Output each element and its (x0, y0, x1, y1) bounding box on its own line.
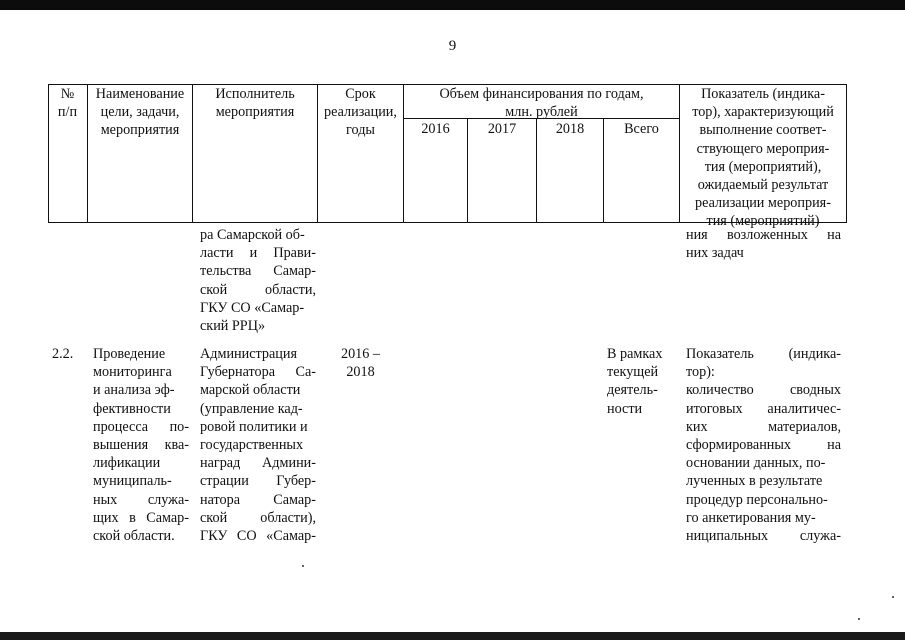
scan-speck (858, 618, 860, 620)
header-name: Наименование цели, задачи, мероприятия (95, 86, 185, 139)
header-funding: Объем финансирования по годам, млн. рублей (439, 86, 644, 121)
header-year-2017: 2017 (487, 121, 517, 137)
continuation-executor: ра Самарской об- ласти и Прави- тельства Самар- ской области, ГКУ СО «Самар- ский РРЦ» (200, 227, 316, 335)
scan-bottom-edge (0, 632, 905, 640)
row-indicator: Показатель (индика- тор): количество сводных итоговых аналитичес- ких материалов, сформированных на основании данных, по- лученных в результате процедур персонально- го анкетирования му- ниципальных служа- (686, 346, 841, 545)
header-executor: Исполнитель мероприятия (215, 86, 295, 121)
header-number: № п/п (57, 86, 78, 121)
row-term: 2016 – 2018 (340, 346, 380, 381)
page-number: 9 (448, 38, 457, 54)
row-name: Проведение мониторинга и анализа эф- фективности процесса по- вышения ква- лификации муниципаль- ных служа- щих в Самар- ской области. (93, 346, 189, 545)
header-year-2018: 2018 (555, 121, 585, 137)
scan-top-edge (0, 0, 905, 10)
header-term: Срок реализации, годы (324, 86, 397, 139)
header-total: Всего (624, 121, 659, 137)
header-year-2016: 2016 (421, 121, 450, 137)
row-number: 2.2. (52, 346, 74, 362)
row-total: В рамках текущей деятель- ности (607, 346, 663, 417)
continuation-indicator: ния возложенных на них задач (686, 227, 841, 262)
row-executor: Администрация Губернатора Са- марской области (управление кад- ровой политики и государственных наград Админи- страции Губер- натора Самар- ской области), ГКУ СО «Самар- (200, 346, 316, 545)
scan-speck (302, 565, 304, 567)
header-indicator: Показатель (индика- тор), характеризующий выполнение соответ- ствующего мероприя- тия (мероприятий), ожидаемый результат реализации мероприя- тия (мероприятий) (692, 86, 834, 230)
scan-speck (892, 596, 894, 598)
